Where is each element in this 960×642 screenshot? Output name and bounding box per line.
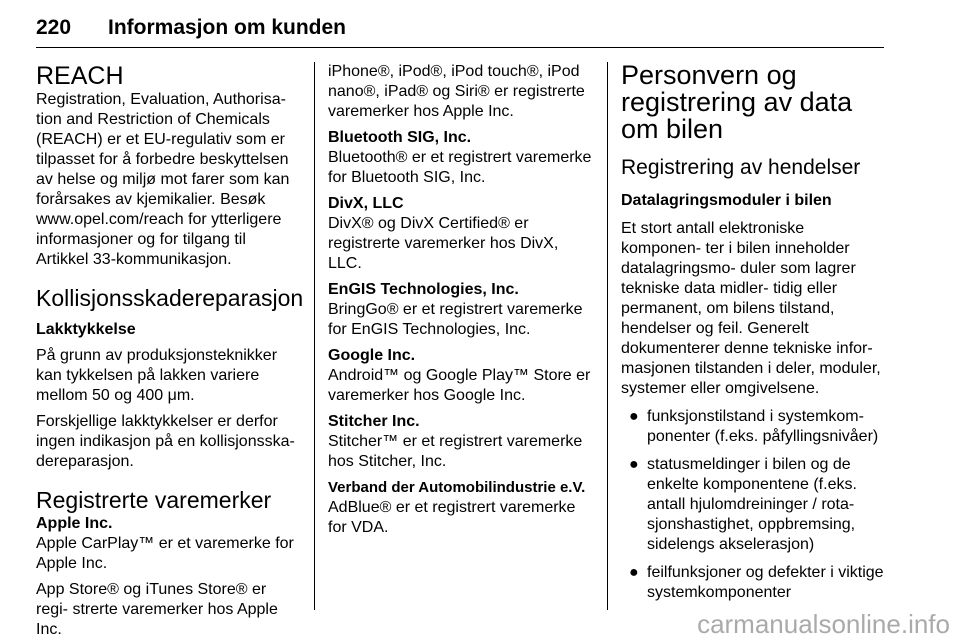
bluetooth-text: Bluetooth® er et registrert varemerke for Bluetooth SIG, Inc. [328,149,592,186]
vda-heading: Verband der Automobilindustrie e.V. [328,479,586,496]
kollisjon-heading: Kollisjonsskadereparasjon [36,285,304,311]
header-rule [36,47,884,48]
page-header [36,0,884,56]
list-item-text: feilfunksjoner og defekter i viktige systemkomponenter [647,564,884,601]
page-number: 220 [36,16,72,39]
reach-text: Registration, Evaluation, Authorisa- tion and Restriction of Chemicals (REACH) er et EU-regulativ som er tilpasset for å forbedre beskyttelsen av helse og miljø mot farer som kan forårsakes av kjemikalier. Besøk www.opel.com/reach for ytterligere informasjoner og for tilgang til Artikkel 33-kommunikasjon. [36,91,290,268]
column-3 [621,62,888,603]
stitcher-text: Stitcher™ er et registrert varemerke hos Stitcher, Inc. [328,433,583,470]
lakk-text-1: På grunn av produksjonsteknikker kan tykkelsen på lakken variere mellom 50 og 400 μm. [36,347,278,404]
trademark-heading: Registrerte varemerker [36,487,272,513]
privacy-heading: Personvern og registrering av data om bilen [621,60,853,144]
engis-heading: EnGIS Technologies, Inc. [328,281,519,298]
google-heading: Google Inc. [328,347,416,364]
stitcher-heading: Stitcher Inc. [328,413,420,430]
lakk-text-2: Forskjellige lakktykkelser er derfor ingen indikasjon på en kollisjonsska- dereparasjon. [36,413,295,470]
column-divider-2 [607,62,608,610]
divx-text: DivX® og DivX Certified® er registrerte varemerker hos DivX, LLC. [328,215,559,272]
apple-text-1: Apple CarPlay™ er et varemerke for Apple Inc. [36,535,294,572]
column-1 [36,62,304,640]
iphone-text: iPhone®, iPod®, iPod touch®, iPod nano®, iPad® og Siri® er registrerte varemerker hos Apple Inc. [328,63,585,120]
bullet-list [621,407,888,603]
watermark: carmanualsonline.info [697,609,950,639]
event-registration-heading: Registrering av hendelser [621,156,861,179]
lakk-heading: Lakktykkelse [36,321,136,338]
list-item-text: funksjonstilstand i systemkom- ponenter (f.eks. påfyllingsnivåer) [647,408,879,445]
vda-text: AdBlue® er et registrert varemerke for VDA. [328,499,576,536]
reach-heading: REACH [36,62,124,90]
bluetooth-heading: Bluetooth SIG, Inc. [328,129,472,146]
engis-text: BringGo® er et registrert varemerke for EnGIS Technologies, Inc. [328,301,583,338]
list-item: ● funksjonstilstand i systemkom- ponenter (f.eks. påfyllingsnivåer) [629,408,879,445]
apple-text-2: App Store® og iTunes Store® er regi- strerte varemerker hos Apple Inc. [36,581,278,638]
divx-heading: DivX, LLC [328,195,404,212]
data-storage-heading: Datalagringsmoduler i bilen [621,192,832,209]
list-item: ● feilfunksjoner og defekter i viktige systemkomponenter [629,564,884,601]
column-divider-1 [314,62,315,610]
google-text: Android™ og Google Play™ Store er varemerker hos Google Inc. [328,367,591,404]
list-item-text: statusmeldinger i bilen og de enkelte komponentene (f.eks. antall hjulomdreininger / rota- sjonshastighet, oppbremsing, sidelengs akselerasjon) [647,456,857,553]
list-item: ● statusmeldinger i bilen og de enkelte komponentene (f.eks. antall hjulomdreininger / rota- sjonshastighet, oppbremsing, sidelengs akselerasjon) [629,456,857,553]
section-title: Informasjon om kunden [108,16,347,39]
column-2 [328,62,594,538]
data-storage-text: Et stort antall elektroniske komponen- ter i bilen inneholder datalagringsmo- duler som lagrer tekniske data midler- tidig eller permanent, om bilens tilstand, hendelser og feil. Generelt dokumenterer denne tekniske infor- masjonen tilstanden i deler, moduler, systemer eller omgivelsene. [621,220,881,397]
apple-heading: Apple Inc. [36,515,113,532]
